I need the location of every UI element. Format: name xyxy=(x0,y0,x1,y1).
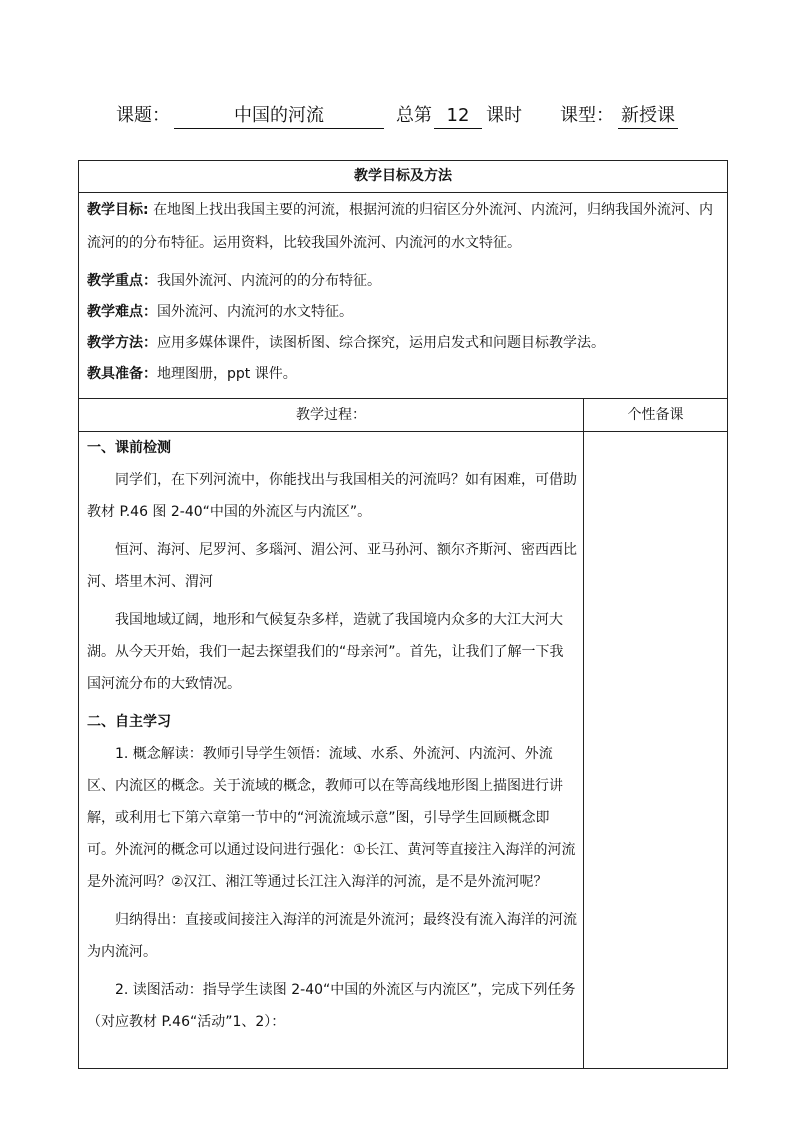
type-value: 新授课 xyxy=(618,101,678,129)
total-prefix: 总第 xyxy=(396,105,432,126)
method-label: 教学方法 xyxy=(87,335,143,351)
topic-label: 课题： xyxy=(116,105,170,126)
difficulty-label: 教学难点 xyxy=(87,304,143,320)
topic-value: 中国的河流 xyxy=(174,101,384,129)
difficulty-line: 教学难点：国外流河、内流河的水文特征。 xyxy=(87,304,353,320)
objectives-section-title: 教学目标及方法 xyxy=(79,161,728,193)
difficulty-text: 国外流河、内流河的水文特征。 xyxy=(157,304,353,320)
lesson-number: 12 xyxy=(434,101,482,129)
personal-notes-cell xyxy=(584,432,728,1069)
personal-notes-header: 个性备课 xyxy=(584,399,728,432)
focus-line: 教学重点：我国外流河、内流河的的分布特征。 xyxy=(87,273,381,289)
lesson-plan-table xyxy=(78,160,728,1069)
lesson-suffix: 课时 xyxy=(486,105,522,126)
section-2-title: 二、自主学习 xyxy=(87,714,171,730)
focus-label: 教学重点 xyxy=(87,273,143,289)
goal-label: 教学目标 xyxy=(87,202,143,218)
goal-line: 教学目标: 在地图上找出我国主要的河流，根据河流的归宿区分外流河、内流河，归纳我国外流河、内流河的的分布特征。运用资料，比较我国外流河、内流河的水文特征。 xyxy=(87,202,714,251)
section-1-river-list: 恒河、海河、尼罗河、多瑙河、湄公河、亚马孙河、额尔齐斯河、密西西比河、塔里木河、渭河 xyxy=(87,542,577,590)
section-2-paragraph-3: 2. 读图活动：指导学生读图 2-40“中国的外流区与内流区”，完成下列任务（对应教材 P.46“活动”1、2）： xyxy=(87,982,576,1030)
tools-label: 教具准备 xyxy=(87,366,143,382)
section-1-title: 一、课前检测 xyxy=(87,440,171,456)
process-header: 教学过程： xyxy=(79,399,584,432)
section-2-paragraph-2: 归纳得出：直接或间接注入海洋的河流是外流河；最终没有流入海洋的河流为内流河。 xyxy=(87,912,577,960)
section-2-paragraph-1: 1. 概念解读：教师引导学生领悟：流域、水系、外流河、内流河、外流区、内流区的概念。关于流域的概念，教师可以在等高线地形图上描图进行讲解，或利用七下第六章第一节中的“河流流域示意”图，引导学生回顾概念即可。外流河的概念可以通过设问进行强化：①长江、黄河等直接注入海洋的河流是外流河吗？②汉江、湘江等通过长江注入海洋的河流，是不是外流河呢？ xyxy=(87,746,576,890)
method-text: 应用多媒体课件，读图析图、综合探究，运用启发式和问题目标教学法。 xyxy=(157,335,605,351)
section-1-paragraph-3: 我国地域辽阔，地形和气候复杂多样，造就了我国境内众多的大江大河大湖。从今天开始，我们一起去探望我们的“母亲河”。首先，让我们了解一下我国河流分布的大致情况。 xyxy=(87,612,564,692)
method-line: 教学方法：应用多媒体课件，读图析图、综合探究，运用启发式和问题目标教学法。 xyxy=(87,335,605,351)
type-label: 课型： xyxy=(560,105,614,126)
goal-text: 在地图上找出我国主要的河流，根据河流的归宿区分外流河、内流河，归纳我国外流河、内流河的的分布特征。运用资料，比较我国外流河、内流河的水文特征。 xyxy=(87,202,714,251)
tools-line: 教具准备：地理图册，ppt 课件。 xyxy=(87,366,297,382)
type-field xyxy=(618,101,678,131)
topic-field xyxy=(174,101,384,131)
tools-text: 地理图册，ppt 课件。 xyxy=(157,366,297,382)
process-content xyxy=(79,432,584,1069)
objectives-content xyxy=(79,193,728,399)
lesson-number-field xyxy=(434,101,482,131)
focus-text: 我国外流河、内流河的的分布特征。 xyxy=(157,273,381,289)
lesson-header xyxy=(0,101,794,131)
section-1-paragraph-1: 同学们，在下列河流中，你能找出与我国相关的河流吗？如有困难，可借助教材 P.46 图 2-40“中国的外流区与内流区”。 xyxy=(87,472,577,520)
